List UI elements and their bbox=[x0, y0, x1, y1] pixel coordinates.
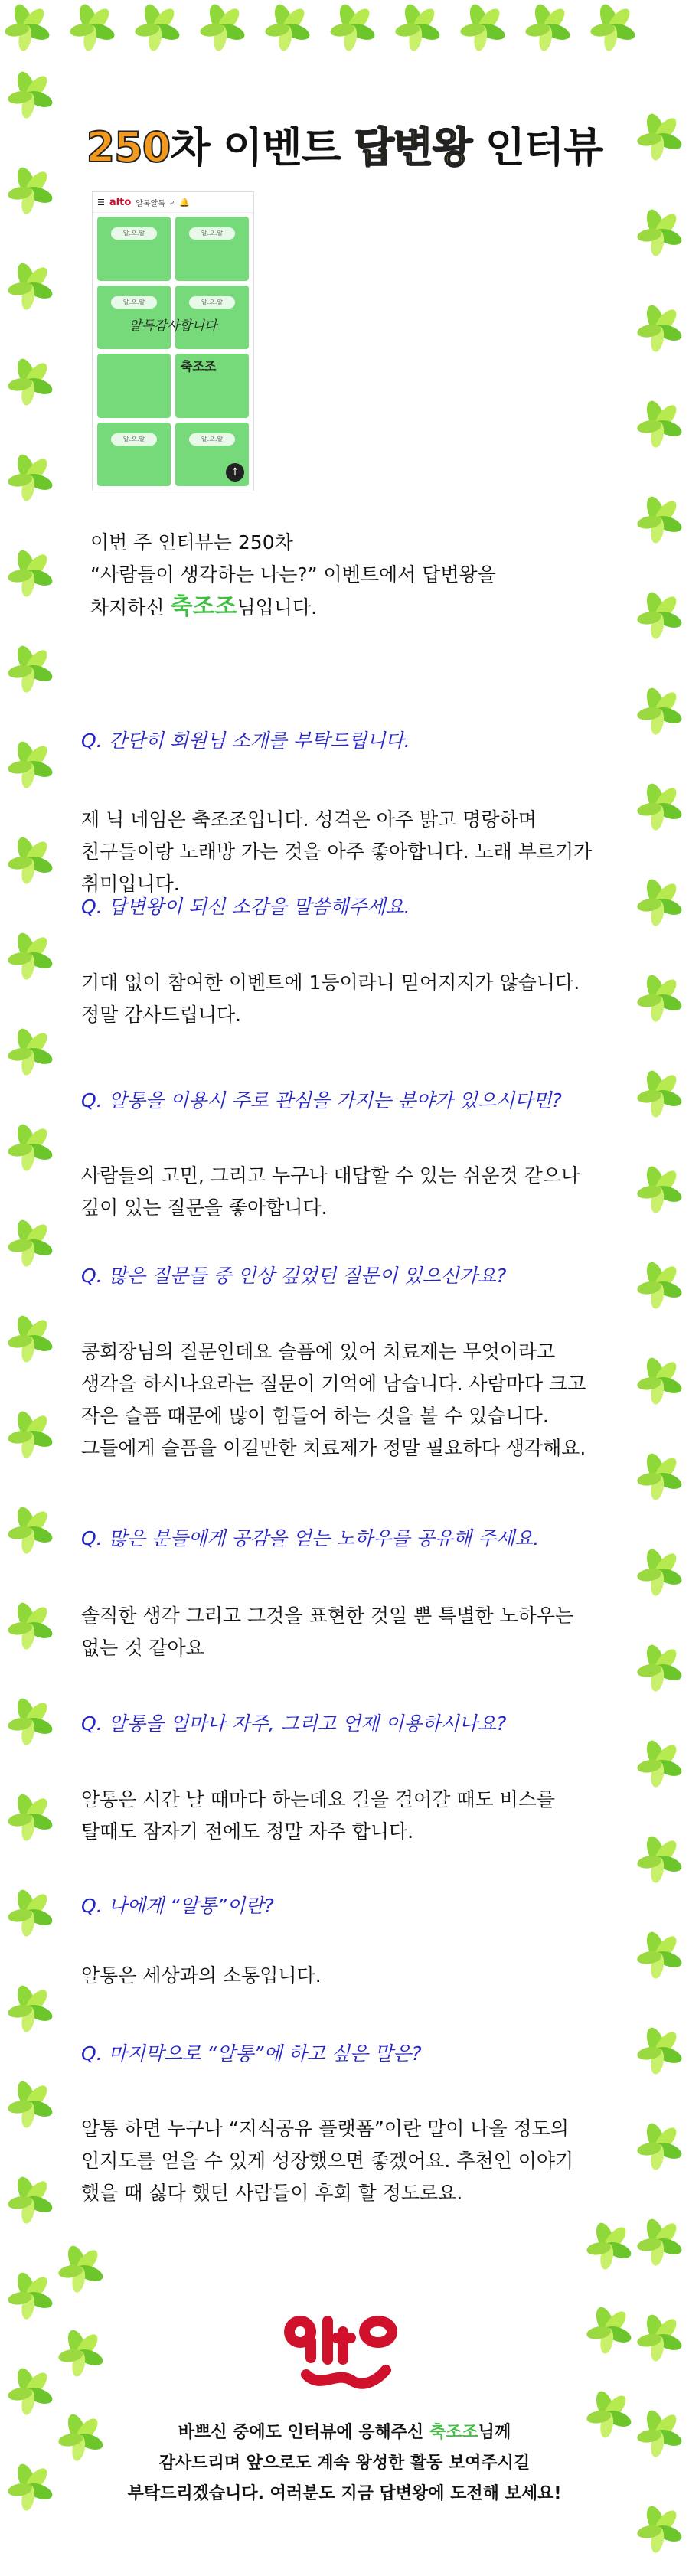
leaf-icon bbox=[632, 1546, 686, 1600]
leaf-icon bbox=[632, 302, 686, 356]
question-heading: Q. 답변왕이 되신 소감을 말씀해주세요. bbox=[81, 896, 410, 918]
leaf-icon bbox=[632, 398, 686, 452]
leaf-icon bbox=[521, 2, 574, 55]
handwritten-name: 축조조 bbox=[181, 359, 217, 374]
leaf-icon bbox=[632, 2025, 686, 2078]
menu-icon: ☰ bbox=[97, 197, 105, 207]
leaf-icon bbox=[632, 972, 686, 1026]
title-part1: 차 이벤트 bbox=[170, 123, 354, 171]
question-heading: Q. 많은 분들에게 공감을 얻는 노하우를 공유해 주세요. bbox=[81, 1527, 540, 1549]
leaf-icon bbox=[3, 2078, 57, 2132]
question-heading: Q. 나에게 “알통”이란? bbox=[81, 1895, 274, 1917]
leaf-icon bbox=[260, 2, 314, 55]
leaf-icon bbox=[632, 685, 686, 739]
question-card bbox=[97, 354, 171, 418]
question-card: 알.오.알 bbox=[97, 217, 171, 281]
leaf-icon bbox=[3, 1887, 57, 1941]
intro-line: “사람들이 생각하는 나는?” 이벤트에서 답변왕을 bbox=[90, 563, 496, 586]
leaf-icon bbox=[3, 1696, 57, 1749]
leaf-icon bbox=[3, 1600, 57, 1654]
leaf-icon bbox=[195, 2, 249, 55]
leaf-icon bbox=[3, 1983, 57, 2036]
title-number: 250 bbox=[86, 123, 171, 171]
answer-line: 했을 때 싫다 했던 사람들이 후회 할 정도로요. bbox=[81, 2182, 463, 2204]
answer-line: 없는 것 같아요 bbox=[81, 1637, 204, 1659]
leaf-icon bbox=[130, 2, 184, 55]
answer-line: 인지도를 얻을 수 있게 성장했으면 좋겠어요. 추천인 이야기 bbox=[81, 2150, 574, 2172]
intro-text bbox=[90, 527, 611, 624]
leaf-icon bbox=[3, 739, 57, 792]
footer-nickname: 축조조 bbox=[429, 2423, 478, 2442]
leaf-icon bbox=[582, 2304, 635, 2358]
leaf-icon bbox=[632, 2216, 686, 2270]
leaf-icon bbox=[3, 1504, 57, 1558]
handwritten-thanks: 알톡감사합니다 bbox=[129, 318, 217, 334]
leaf-icon bbox=[632, 1355, 686, 1409]
answer-line: 알통 하면 누구나 “지식공유 플랫폼”이란 말이 나올 정도의 bbox=[81, 2117, 569, 2140]
answer-text bbox=[81, 967, 625, 1031]
answer-line: 알통은 시간 날 때마다 하는데요 길을 걸어갈 때도 버스를 bbox=[81, 1788, 556, 1810]
card-grid bbox=[97, 217, 249, 486]
leaf-icon bbox=[325, 2, 379, 55]
title-highlight: 답변왕 bbox=[354, 123, 472, 171]
leaf-icon bbox=[632, 1738, 686, 1791]
leaf-icon bbox=[3, 2174, 57, 2228]
footer-line: 감사드리며 앞으로도 계속 왕성한 활동 보여주시길 bbox=[158, 2454, 531, 2473]
app-title: 알톡알톡 bbox=[136, 199, 165, 208]
leaf-icon bbox=[3, 547, 57, 601]
leaf-icon bbox=[3, 1026, 57, 1079]
footer-line: 바쁘신 중에도 인터뷰에 응해주신 축조조님께 bbox=[178, 2423, 511, 2442]
answer-text bbox=[81, 1336, 625, 1464]
leaf-icon bbox=[632, 1068, 686, 1121]
leaf-icon bbox=[632, 207, 686, 260]
winner-nickname: 축조조 bbox=[170, 593, 237, 620]
answer-line: 솔직한 생각 그리고 그것을 표현한 것일 뿐 특별한 노하우는 bbox=[81, 1605, 574, 1627]
answer-line: 콩회장님의 질문인데요 슬픔에 있어 치료제는 무엇이라고 bbox=[81, 1340, 556, 1363]
closing-message bbox=[0, 2418, 689, 2509]
question-card: 알.오.알 bbox=[175, 423, 249, 487]
answer-line: 깊이 있는 질문을 좋아합니다. bbox=[81, 1197, 328, 1219]
question-heading: Q. 많은 질문들 중 인상 깊었던 질문이 있으신가요? bbox=[81, 1265, 507, 1287]
leaf-icon bbox=[3, 2270, 57, 2323]
leaf-icon bbox=[54, 2327, 107, 2381]
leaf-icon bbox=[632, 1642, 686, 1696]
leaf-icon bbox=[632, 2503, 686, 2557]
leaf-icon bbox=[632, 1929, 686, 1983]
question-heading: Q. 간단히 회원님 소개를 부탁드립니다. bbox=[81, 730, 410, 752]
leaf-icon bbox=[632, 877, 686, 930]
answer-line: 정말 감사드립니다. bbox=[81, 1004, 242, 1026]
question-card: 알.오.알 bbox=[97, 423, 171, 487]
title-part2: 인터뷰 bbox=[472, 123, 603, 171]
scroll-top-icon: ↑ bbox=[226, 463, 244, 482]
leaf-icon bbox=[3, 834, 57, 888]
leaf-icon bbox=[3, 1121, 57, 1175]
footer-line: 부탁드리겠습니다. 여러분도 지금 답변왕에 도전해 보세요! bbox=[127, 2484, 562, 2503]
leaf-icon bbox=[456, 2, 509, 55]
leaf-icon bbox=[3, 1791, 57, 1845]
answer-line: 작은 슬픔 때문에 많이 힘들어 하는 것을 볼 수 있습니다. bbox=[81, 1405, 549, 1427]
page-title bbox=[0, 115, 689, 174]
leaf-icon bbox=[632, 1451, 686, 1504]
answer-text bbox=[81, 2113, 625, 2209]
question-heading: Q. 알통을 얼마나 자주, 그리고 언제 이용하시나요? bbox=[81, 1712, 507, 1735]
question-card: 알.오.알 bbox=[97, 286, 171, 350]
answer-line: 탈때도 잠자기 전에도 정말 자주 합니다. bbox=[81, 1820, 414, 1843]
leaf-icon bbox=[632, 589, 686, 643]
leaf-icon bbox=[3, 452, 57, 505]
question-card: 알.오.알 bbox=[175, 217, 249, 281]
leaf-icon bbox=[632, 1259, 686, 1313]
leaf-icon bbox=[582, 2220, 635, 2274]
answer-line: 알통은 세상과의 소통입니다. bbox=[81, 1964, 322, 1987]
answer-text bbox=[81, 804, 625, 900]
leaf-icon bbox=[3, 2365, 57, 2419]
answer-line: 취미입니다. bbox=[81, 873, 180, 895]
leaf-icon bbox=[3, 260, 57, 314]
answer-text bbox=[81, 1600, 625, 1664]
leaf-icon bbox=[3, 1409, 57, 1462]
answer-line: 친구들이랑 노래방 가는 것을 아주 좋아합니다. 노래 부르기가 bbox=[81, 841, 593, 863]
leaf-icon bbox=[0, 2, 54, 55]
bell-icon: 🔔 bbox=[179, 197, 190, 207]
answer-line: 생각을 하시나요라는 질문이 기억에 남습니다. 사람마다 크고 bbox=[81, 1373, 586, 1395]
question-heading: Q. 알통을 이용시 주로 관심을 가지는 분야가 있으시다면? bbox=[81, 1089, 562, 1112]
answer-text bbox=[81, 1160, 625, 1224]
leaf-icon bbox=[3, 1217, 57, 1271]
intro-line: 차지하신 축조조님입니다. bbox=[90, 593, 318, 620]
question-card: 알.오.알 bbox=[175, 286, 249, 350]
app-brand: alto bbox=[109, 196, 132, 208]
leaf-icon bbox=[3, 643, 57, 697]
answer-line: 그들에게 슬픔을 이길만한 치료제가 정말 필요하다 생각해요. bbox=[81, 1437, 586, 1459]
app-topbar bbox=[93, 192, 253, 213]
leaf-icon bbox=[586, 2, 639, 55]
answer-line: 기대 없이 참여한 이벤트에 1등이라니 믿어지지가 않습니다. bbox=[81, 971, 580, 994]
answer-line: 사람들의 고민, 그리고 누구나 대답할 수 있는 쉬운것 같으나 bbox=[81, 1164, 580, 1187]
search-icon: ⌕ bbox=[169, 197, 175, 207]
intro-line: 이번 주 인터뷰는 250차 bbox=[90, 531, 293, 553]
answer-line: 제 닉 네임은 축조조입니다. 성격은 아주 밝고 명랑하며 bbox=[81, 808, 537, 831]
leaf-icon bbox=[632, 781, 686, 834]
answer-text bbox=[81, 1784, 625, 1848]
alto-logo bbox=[283, 2304, 406, 2396]
leaf-icon bbox=[54, 2243, 107, 2297]
leaf-icon bbox=[632, 2121, 686, 2174]
question-heading: Q. 마지막으로 “알통”에 하고 싶은 말은? bbox=[81, 2042, 422, 2065]
leaf-icon bbox=[632, 2312, 686, 2365]
app-screenshot bbox=[92, 191, 254, 491]
leaf-icon bbox=[3, 930, 57, 984]
answer-text bbox=[81, 1960, 625, 1992]
leaf-icon bbox=[3, 356, 57, 410]
leaf-icon bbox=[632, 494, 686, 547]
leaf-icon bbox=[390, 2, 444, 55]
leaf-icon bbox=[632, 1164, 686, 1217]
leaf-icon bbox=[65, 2, 119, 55]
leaf-icon bbox=[632, 1833, 686, 1887]
leaf-icon bbox=[3, 1313, 57, 1366]
